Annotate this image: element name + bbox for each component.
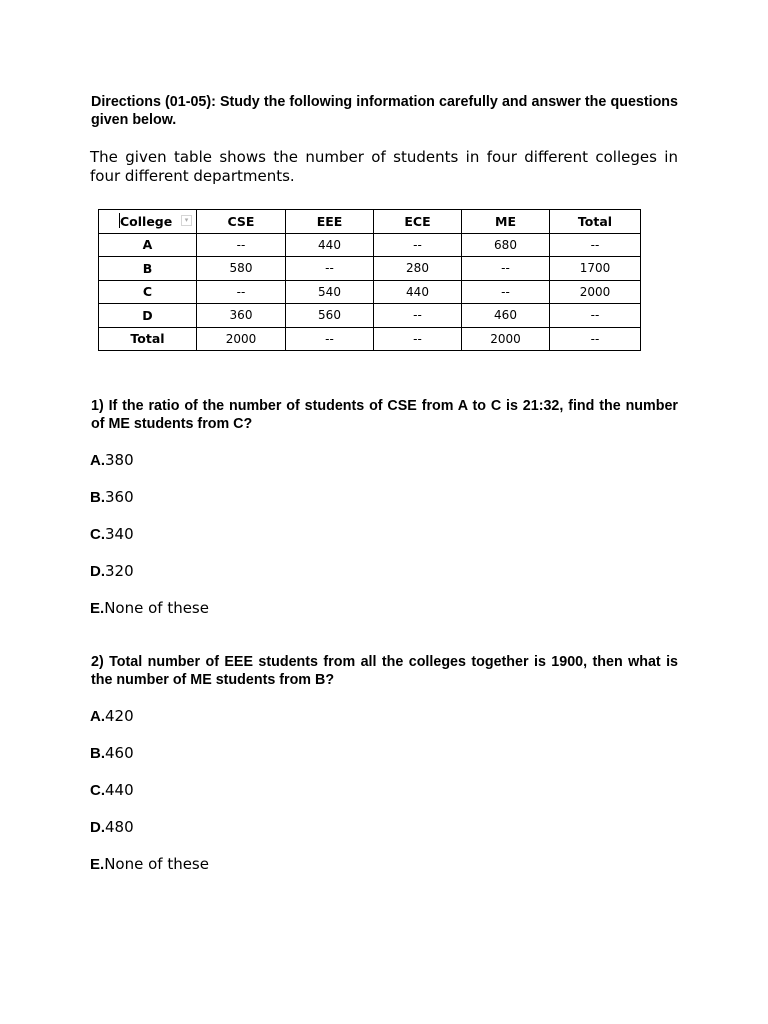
column-header-cse: CSE [197,210,286,234]
column-header-ece: ECE [374,210,462,234]
text-cursor [119,213,120,228]
option-value: None of these [104,855,209,873]
option-value: None of these [104,599,209,617]
table-cell: -- [374,233,462,257]
option-letter: E. [90,600,105,617]
option-value: 440 [105,781,134,799]
option-letter: B. [90,489,105,506]
filter-dropdown-icon[interactable]: ▾ [181,215,192,226]
table-cell: -- [462,257,550,281]
table-cell: -- [286,257,374,281]
table-cell: 1700 [550,257,641,281]
option-value: 460 [105,744,134,762]
option-value: 480 [105,818,134,836]
table-cell: 560 [286,304,374,328]
q1-option-b [90,488,134,507]
q2-option-d [90,818,134,837]
students-table [98,209,641,351]
option-value: 380 [105,451,134,469]
option-letter: A. [90,708,105,725]
table-cell: 360 [197,304,286,328]
table-cell: -- [374,304,462,328]
table-cell: 2000 [550,280,641,304]
option-value: 320 [105,562,134,580]
table-cell: -- [550,304,641,328]
option-letter: D. [90,563,105,580]
question-2-text: 2) Total number of EEE students from all the colleges together is 1900, then what is the number of ME students from B? [91,654,678,688]
table-cell: -- [550,233,641,257]
option-letter: E. [90,856,105,873]
intro-paragraph: The given table shows the number of students in four different colleges in four different departments. [90,148,678,185]
table-row [99,233,641,257]
table-cell: 460 [462,304,550,328]
column-header-college[interactable] [99,210,197,234]
table-row-total [99,327,641,351]
table-row [99,280,641,304]
row-label: Total [99,327,197,351]
option-value: 360 [105,488,134,506]
table-cell: -- [550,327,641,351]
option-letter: A. [90,452,105,469]
column-header-eee: EEE [286,210,374,234]
q2-option-a [90,707,134,726]
column-header-label: College [120,213,173,229]
table-cell: -- [462,280,550,304]
table-cell: 2000 [197,327,286,351]
option-value: 420 [105,707,134,725]
column-header-me: ME [462,210,550,234]
table-cell: 580 [197,257,286,281]
option-letter: C. [90,526,105,543]
table-cell: 440 [374,280,462,304]
table-row [99,304,641,328]
table-cell: 440 [286,233,374,257]
option-letter: C. [90,782,105,799]
row-label: A [99,233,197,257]
option-value: 340 [105,525,134,543]
table-cell: 540 [286,280,374,304]
table-row [99,257,641,281]
table-cell: -- [197,233,286,257]
q1-option-d [90,562,134,581]
table-cell: -- [197,280,286,304]
q2-option-e [90,855,209,874]
table-cell: 2000 [462,327,550,351]
table-cell: -- [374,327,462,351]
q2-option-b [90,744,134,763]
q2-option-c [90,781,134,800]
question-1-text: 1) If the ratio of the number of students of CSE from A to C is 21:32, find the number of ME students from C? [91,398,678,432]
row-label: D [99,304,197,328]
table-header-row [99,210,641,234]
q1-option-e [90,599,209,618]
q1-option-a [90,451,134,470]
option-letter: D. [90,819,105,836]
directions-heading: Directions (01-05): Study the following information carefully and answer the questions given below. [91,94,678,128]
table-cell: 280 [374,257,462,281]
row-label: C [99,280,197,304]
q1-option-c [90,525,134,544]
column-header-total: Total [550,210,641,234]
row-label: B [99,257,197,281]
option-letter: B. [90,745,105,762]
table-cell: 680 [462,233,550,257]
table-cell: -- [286,327,374,351]
